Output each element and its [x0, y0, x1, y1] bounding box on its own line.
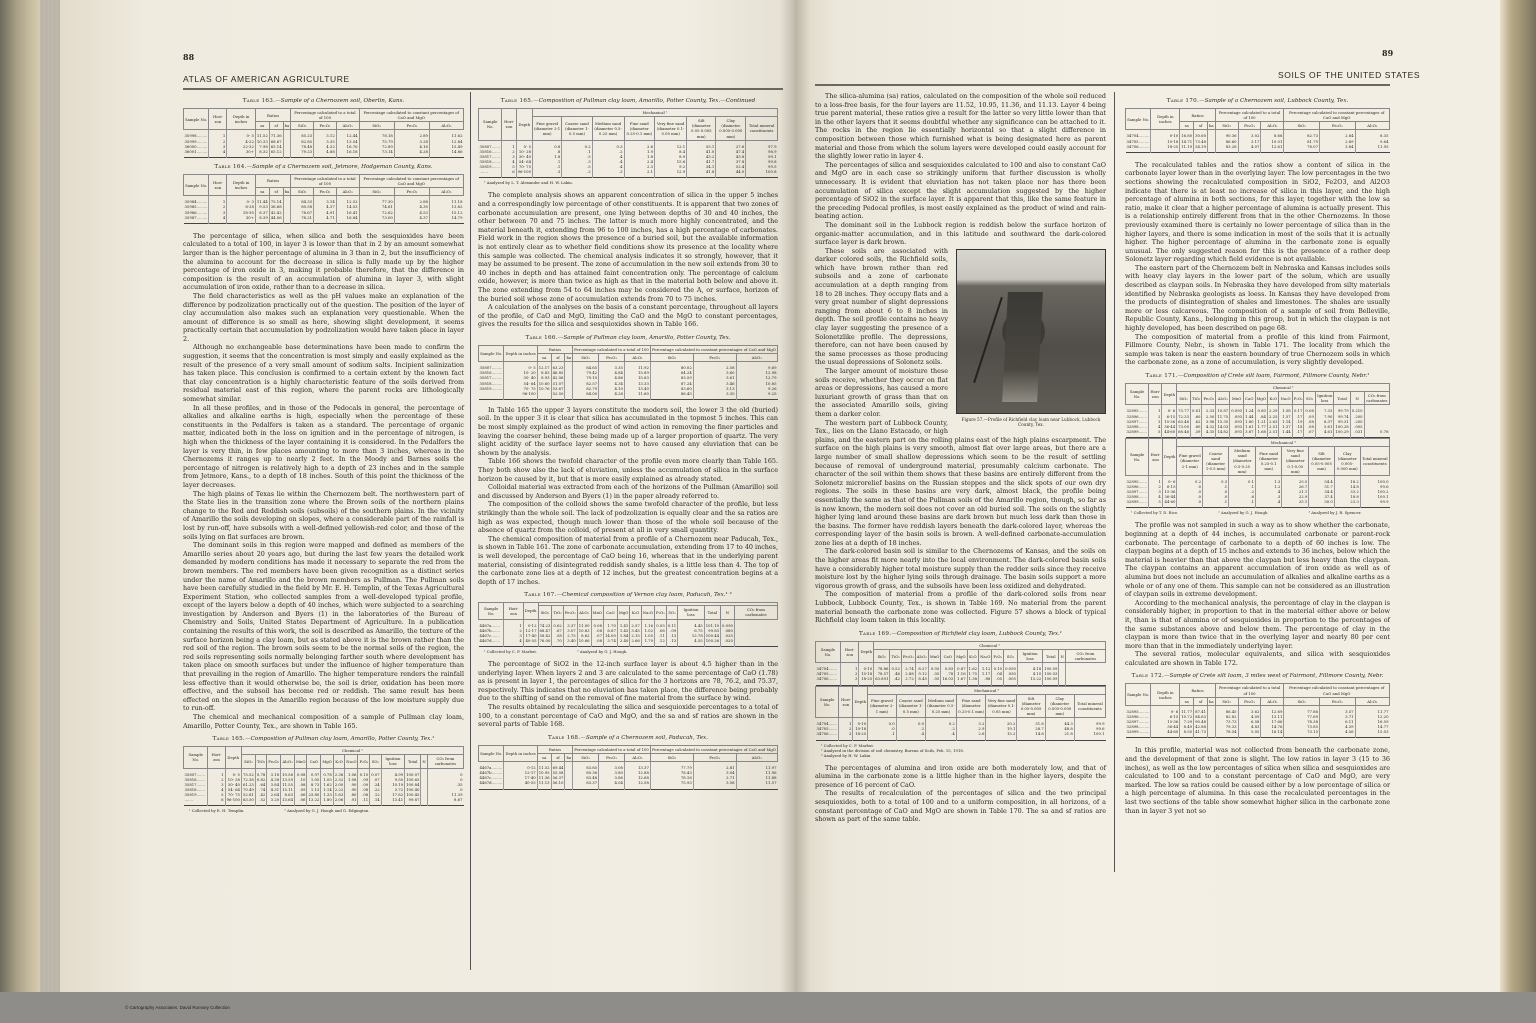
right-column-1 [815, 92, 1115, 872]
paragraph: The high plains of Texas lie within the Chernozem belt. The northwestern part of the State lies in the transition zone where the Brown soils of the northern plains change to the Red and Reddish soils (subsoils) of the southern plains. In the vicinity of Amarillo the soils developing on slopes, where a considerable part of the rainfall is lost by run-off, have subsoils with a well-defined yellowish-red color, and those of the soils lying on flat surfaces are brown. [183, 489, 464, 541]
table-row: 35998......... 1 0- 5 11.52 71.36 85.23 3.12 12.44 78.18 2.89 11.62 [184, 130, 464, 139]
table-row: 35984......... 1 0- 3 11.44 75.14 84.33 3.14 12.52 77.30 2.88 11.18 [184, 196, 464, 205]
right-col2-text-a [1125, 161, 1390, 367]
table-165-cont-title: Table 165.—Composition of Pullman clay loam, Amarillo, Potter County, Tex.—Continued [500, 98, 756, 104]
table-166: Sample No. Depth in inches Ratios Percentage calculated to a total of 100 Percentage calculated to constant percentages of CaO and MgO sa sf ba SiO₂ Fe₂O₃ Al₂O₃ SiO₂ Fe₂O₃ Al₂O₃ 35807......... 0- 5 12.17 63.23 84.65 3.35 11.92 80.02 2.58 9.69 35816......... 10- 20 8.83 46.85 79.42 4.84 15.89 64.24 3.60 12.98 35817......... 30- 40 8.93 42.06 79.10 4.86 15.83 83.59 3.61 12.79 35818......... 54- 64 10.60 51.07 82.57 4.34 13.33 87.24 3.46 10.85 35819......... 70- 75 10.76 53.67 82.79 4.10 13.40 83.60 3.13 9.26 96-100 52.50 84.00 4.28 11.60 86.45 3.30 9.25 [478, 345, 778, 400]
paragraph: The percentage of silica, when silica and both the sesquioxides have been calculated to a total of 100, in layer 3 is lower than that in 2 by an amount somewhat larger than is the higher percentage of alumina in 3 than in 2, but the insufficiency of the alumina to account for the decrease in silica is fully made up by the higher percentage of iron oxide in 3, making it probable therefore, that the difference in composition is the result of an accumulation of alumina in layer 3, with slight accumulation of iron oxide, rather than to a decrease in silica. [183, 231, 464, 292]
table-row: 35817....... 3 30- 40 61.23 .64 3.84 11.55 .08 8.73 1.62 2.00 .90 .09 .24 10.19 100.84 .35 [184, 781, 463, 787]
table-171-footnotes: ¹ Collected by T. D. Rice. ² Analyzed by G. J. Hough. ³ Analyzed by J. R. Spencer. [1131, 510, 1362, 516]
table-row: 32897......... 15-36 7.29 90.48 73.73 6.58 17.66 78.38 6.11 16.59 [1126, 719, 1389, 725]
paragraph: The complete analysis shows an apparent concentration of silica in the upper 5 inches and a correspondingly low percentage of other constituents. It is apparent that two zones of carbonate accumulation are present, one lying between depths of 30 and 40 inches, the other between 70 and 75 inches. The latter is much more highly concentrated, and the material beneath it, extending from 96 to 100 inches, has a high percentage of carbonates. Field work in the region shows the presence of a buried soil, but the available information is not entirely clear as to whether field conditions show its presence at the locality where this sample was collected. The chemical analysis indicates it so strongly, however, that it may be assumed to be present. The zone of accumulation in the new soil extends from 30 to 40 inches in depth and has attained faint concentration only. The percentage of calcium oxide, however, is more than twice as high as that in the material both below and above it. The zone extending from 54 to 64 inches may be considered the A, or surface, horizon of the buried soil whose zone of accumulation extends from 70 to 75 inches. [478, 191, 778, 303]
table-row: 35816......... 10- 20 8.83 46.85 79.42 4.84 15.89 64.24 3.60 12.98 [479, 370, 777, 376]
paragraph: These soils are associated with darker colored soils, the Richfield soils, which have brown rather than red subsoils and a zone of carbonate accumulation at a depth ranging from 18 to 28 inches. They occupy flats and a very great number of slight depressions ranging from about 6 to 8 inches in depth. The soil profile contains no heavy clay layer suggesting the presence of a Solonetzlike profile. The depressions, therefore, can not have been caused by the same processes as those producing the usual depressions of Solonetz soils. [815, 246, 948, 367]
running-head-left: ATLAS OF AMERICAN AGRICULTURE [183, 74, 350, 84]
right-col1-text-a [815, 92, 1106, 247]
table-170-title: Table 170.—Sample of a Chernozem soil, Lubbock County, Tex. [1166, 98, 1349, 104]
paragraph: The percentages of alumina and iron oxide are both moderately low, and that of alumina in the carbonate zone is a little higher than in the higher layers, despite the presence of 16 percent of CaO. [815, 763, 1106, 789]
table-164-title: Table 164.—Sample of a Chernozem soil, Jetmore, Hodgeman County, Kans. [214, 163, 433, 170]
table-row: 32898....... 4 36-44 .0 .0 .6 .3 22.9 37.4 18.8 100.1 [1126, 494, 1389, 500]
table-row: 32895....... 1 0- 6 73.77 0.61 2.33 10.87 0.093 1.24 0.80 2.29 1.58 0.17 0.06 7.33 99.79 0.210 [1126, 405, 1390, 414]
table-170: Sample No. Depth in inches Ratios Percentage calculated to a total of 100 Percentage calculated to constant percentages of CaO and MgO sa sf ba SiO₂ Fe₂O₃ Al₂O₃ SiO₂ Fe₂O₃ Al₂O₃ 34704......... 0-10 16.80 30.60 90.36 3.02 8.68 82.73 2.84 8.35 34705......... 10-18 14.71 73.48 86.60 3.17 10.01 81.79 2.89 9.64 34706......... 18-25 11.19 54.39 83.28 4.07 12.61 78.07 3.84 11.95 [1125, 108, 1390, 153]
table-169-mechanical: Sample No. Hori-zon Depth Mechanical ³ Fine gravel (diameter 2-1 mm) Coarse sand (diameter 1-0.5 mm) Medium sand (diameter 0.5-0.25 mm) Fine sand (diameter 0.25-0.1 mm) Very fine sand (diameter 0.1-0.05 mm) Silt (diameter 0.05-0.005 mm) Clay (diameter 0.005-0.000 mm) Total mineral constituents 34704....... 1 0-10 0.0 0.0 0.2 3.2 20.2 31.6 44.3 99.9 34705....... 2 10-18 .0 .2 .2 2.9 19.1 28.7 48.8 99.6 34706....... 3 18-25 .1 .4 .4 2.6 15.2 14.6 21.8 100.1 [815, 686, 1106, 741]
table-row: 34704......... 0-10 16.80 30.60 90.36 3.02 8.68 82.73 2.84 8.35 [1126, 130, 1390, 139]
table-169-footnotes: ¹ Collected by C. F. Marbut. ² Analyzed in the division of soil chemistry, Bureau of Soils, Feb. 15, 1918. ³ Analyzed by H. W. Lakin. [821, 742, 964, 758]
paragraph: The western part of Lubbock County, Tex., lies on the Llano Estacado, or high plains, and the eastern part on the rolling plains east of the high plains escarpment. The surface on the high plains is very smooth, almost flat over large areas, but there are a large number of small shallow depressions which seem to be the result of settling because of removal of underground material, presumably calcium carbonate. The character of the soil within them shows that these basins are entirely different from the Solonetz microrelief basins on the Russian steppes and the slick spots of our own dry regions. The soils in these basins are very dark, almost black, the profile being essentially the same as that of the Pullman soils of the Amarillo region, though, so far as is now known, the modern soil does not cover an old buried soil. The soils on the slightly higher lying land around these basins are dark brown but much less dark than those in the basins. The former have reddish layers beneath the dark-colored layer, whereas the corresponding layer of the basin soils is brown. A well-defined carbonate-accumulation zone lies at a depth of 18 inches. [815, 418, 1106, 547]
paragraph: The composition of the colloid shows the same twofold character of the profile, but less strikingly than the whole soil. The lack of podzolization is equally clear and the sa ratios are high as was expected, though much lower than those of the whole soil because of the absence of quartz from the colloid, of present at all in very small quantity. [478, 500, 778, 535]
paragraph: The recalculated tables and the ratios show a content of silica in the carbonate layer lower than in the overlying layer. The low percentages in the two sections showing the recalculated composition in SiO2, Fe2O3, and Al2O3 indicate that there is at least no increase of silica in this layer, and the high percentage of alumina in both sections, for this layer, together with the low sa ratio, make it clear that a higher percentage of alumina is actually present. This is a relationship entirely different from that in the other Chernozems. In those previously examined there is certainly no lower percentage of silica than in the higher layers, and there is some indication in most of the soils that it is actually higher. The higher percentage of alumina in the carbonate zone is equally unusual. The only suggested reason for this is the presence of a rather deep Solonetz layer regarding which field evidence is not available. [1125, 160, 1390, 264]
table-row: 35999......... 2 4-22 10.33 68.67 82.85 3.35 13.54 75.79 3.28 12.84 [184, 138, 463, 144]
left-body-text [183, 232, 464, 730]
paragraph: In this profile, material was not collected from beneath the carbonate zone, and the development of that zone is slight. The low ratios in layer 3 (15 to 36 inches), as well as the low percentages of silica when silica and sesquioxides are calculated to 100 and to a constant percentage of CaO and MgO, are very marked. The low sa ratios could be caused either by a low percentage of silica or a high percentage of alumina. In this case the recalculated percentages in the last two sections of the table show somewhat higher silica in the carbonate zone than in layer 3 yet not so [1125, 746, 1390, 815]
table-165-title: Table 165.—Composition of Pullman clay loam, Amarillo, Potter County, Tex.¹ [212, 736, 435, 743]
table-row: 35818....... 4 54- 64 .1 .3 .4 2.4 15.6 41.7 37.8 99.8 [479, 159, 777, 164]
table-171-title: Table 171.—Composition of Crete silt loam, Fairmont, Fillmore County, Nebr.¹ [1145, 373, 1370, 379]
paragraph: The percentage of SiO2 in the 12-inch surface layer is about 4.5 higher than in the underlying layer. When layers 2 and 3 are calculated to the same percentage of CaO (1.78) as is present in layer 1, the percentages of silica for the 3 horizons are 78, 76.2, and 75.37, respectively. This indicates that no eluviation has taken place, the difference being probably due to the shifting of sand on the removal of fine material from the surface by wind. [478, 660, 778, 703]
paragraph: The dominant soils in this region were mapped and defined as members of the Amarillo series about 20 years ago, but during the last few years the detailed work demanded by modern conditions has made it necessary to separate the red from the brown members. The red members have been given recognition as a distinct series under the name of Amarillo and the brown members as Pullman. The Pullman soils have been carefully studied in the field by Mr. E. H. Templin, of the Texas Agricultural Experiment Station, who collected samples from a well-developed typical profile, except of the layers below a depth of 40 inches, which were subjected to a searching investigation by Anderson and Byers (1) in the laboratories of the Bureau of Chemistry and Soils, United States Department of Agriculture. In a publication containing the results of this work, the soil is described as Amarillo, the texture of the surface horizon being a clay loam, but as stated above it is the brown rather than the red soil of the region. The brown soils seem to be the normal soils of the region, the red soils representing soils normally belonging farther south where development has taken place on smooth surfaces but under the influence of higher temperature than that prevailing in the region of Amarillo. The higher temperature renders the rainfall less effective than it would otherwise be, the soil is drier, oxidation has been more effective, and the subsoil has become red or reddish. The same result has been effected on the slopes in the Amarillo region because of the low moisture supply due to run-off. [183, 541, 464, 713]
page-number-left: 88 [183, 52, 195, 62]
table-row: 35816....... 2 10- 28 .8 .1 .2 1.9 8.4 41.0 47.4 98.9 [479, 148, 777, 154]
table-row: 32898......... 36-44 8.49 42.88 79.33 4.83 14.76 73.85 4.39 14.77 [1126, 724, 1389, 730]
collection-credit: © Cartography Associates. David Rumsey Collection [125, 1005, 230, 1010]
table-row: 35818......... 54- 64 10.60 51.07 82.57 4.34 13.33 87.24 3.46 10.85 [479, 380, 777, 386]
paragraph: Table 166 shows the twofold character of the profile even more clearly than Table 165. They both show also the lack of eluviation, unless the accumulation of silica in the surface horizon be caused by it, but that is more easily explained as already stated. [478, 457, 778, 483]
paragraph: The eastern part of the Chernozem belt in Nebraska and Kansas includes soils with heavy clay layers in the lower part of the solum, which are usually described as claypan soils. In Nebraska they have developed from silty materials identified by Nebraska geologists as loess. In Kansas they have developed from the products of disintegration of shales and limestones. The shales are usually more or less calcareous. The composition of a sample of soil from Belleville, Republic County, Kans., belonging in this group, but in which the claypan is not highly developed, has been described on page 68. [1125, 263, 1390, 333]
table-row: 34706....... 3 18-25 .1 .4 .4 2.6 15.2 14.6 21.8 100.1 [816, 731, 1106, 740]
paragraph: The results obtained by recalculating the silica and sesquioxide percentages to a total of 100, to a constant percentage of CaO and MgO, and the sa and sf ratios are shown in the several parts of Table 168. [478, 703, 778, 729]
right-col2-text-c [1125, 746, 1390, 815]
paragraph: The several ratios, molecular equivalents, and silica with sesquioxides calculated are shown in Table 172. [1125, 650, 1390, 667]
table-row: 32895....... 1 0- 6 0.2 0.3 0.1 1.3 25.5 54.4 18.2 100.0 [1126, 475, 1390, 484]
right-col2-text-b [1125, 521, 1390, 667]
book-gutter [780, 0, 810, 992]
left-col2-text-a [478, 191, 778, 329]
paragraph: The chemical and mechanical composition of a sample of Pullman clay loam, Amarillo, Potter County, Tex., are shown in Table 165. [183, 713, 464, 730]
table-row: 4467a....... 1 0-12 74.23 0.62 3.37 11.00 0.08 1.70 1.41 2.57 1.16 0.05 0.11 4.45 101.10 0.090 [479, 619, 778, 628]
table-row: 35807......... 0- 5 12.17 63.23 84.65 3.35 11.92 80.02 2.58 9.69 [479, 362, 778, 371]
scan-background [0, 992, 1536, 1023]
table-row: 32898....... 4 36-44 73.00 .60 4.32 14.03 .093 1.61 1.77 2.51 1.37 .18 .08 5.61 100.28 .005 [1126, 424, 1390, 429]
paragraph: The field characteristics as well as the pH values make an explanation of the difference by podzolization practically out of the question. The position of the layer of clay accumulation also makes such an explanation very questionable. When the amount of difference is so small as here, showing slight development, it seems practically certain that accumulation by podzolization would have taken place in layer 2. [183, 291, 464, 343]
table-169-chemical: Sample No. Hori-zon Depth Chemical ² SiO₂ TiO₂ Fe₂O₃ Al₂O₃ MnO CaO MgO K₂O Na₂O P₂O₅ SO₃ Ignition loss Total N CO₂ from carbonates 34704....... 1 0-10 78.86 0.52 2.74 8.27 0.05 0.83 0.87 1.62 1.12 0.10 0.050 4.18 100.09 34705....... 2 10-18 78.57 .46 2.88 9.12 .05 .78 1.16 1.75 1.17 .04 .050 4.10 100.03 34706....... 3 18-25 63.891 .42 2.72 8.45 .05 16.03 1.67 1.38 .88 .05 .005 15.22 100.09 [815, 641, 1106, 686]
table-167-title: Table 167.—Chemical composition of Vernon clay loam, Paducah, Tex.¹ ² [524, 592, 732, 599]
table-163-title: Table 163.—Sample of a Chernozem soil, Oberlin, Kans. [242, 98, 405, 104]
table-172: Sample No. Depth in inches Ratios Percentage calculated to a total of 100 Percentage calculated to constant percentages of CaO and MgO sa sf ba SiO₂ Fe₂O₃ Al₂O₃ SiO₂ Fe₂O₃ Al₂O₃ 32895......... 0- 6 11.77 87.41 86.45 3.62 12.69 77.86 3.57 11.77 32896......... 6-15 10.72 84.63 82.82 4.09 13.11 77.69 3.71 12.20 32897......... 15-36 7.29 90.48 73.73 6.58 17.66 78.38 6.11 16.59 32898......... 36-44 8.49 42.88 79.33 4.83 14.76 73.85 4.39 14.77 32899......... 44-60 8.50 41.73 78.54 5.05 16.14 73.15 4.56 15.03 [1125, 683, 1390, 738]
paragraph: The composition of material from a profile of the dark-colored soils from near Lubbock, Lubbock County, Tex., is shown in Table 169. No material from the parent material beneath the carbonate zone was collected. Figure 57 shows a block of typical Richfield clay loam taken in this locality. [815, 590, 1106, 625]
table-row: 34705....... 2 10-18 78.57 .46 2.88 9.12 .05 .78 1.16 1.75 1.17 .04 .050 4.10 100.03 [816, 671, 1106, 676]
table-row: 4467c....... 3 17-40 58.42 .58 2.75 8.62 .07 14.00 1.84 2.15 1.05 .11 .13 12.78 100.44 .020 [479, 633, 778, 638]
table-row: 32896....... 2 6-15 .0 .1 .1 1.2 26.7 51.7 14.8 99.6 [1126, 483, 1389, 489]
left-col2-text-c [478, 660, 778, 729]
left-col2-text-b [478, 406, 778, 586]
paragraph: The dark-colored basin soil is similar to the Chernozems of Kansas, and the soils on the higher areas fit more nearly into the local environment. The dark-colored basin soils have a considerably higher total moisture supply than the redder soils since they receive moisture lost by the higher lying soils through drainage. The basin soils support a more vigorous growth of grass, and the subsoils have been less oxidized and dehydrated. [815, 547, 1106, 590]
paragraph: Colloidal material was extracted from each of the horizons of the Pullman (Amarillo) soil and discussed by Anderson and Byers (1) in the paper already referred to. [478, 483, 778, 500]
running-head-right: SOILS OF THE UNITED STATES [1278, 70, 1421, 80]
table-row: 35819....... 5 70- 75 52.81 .42 2.64 8.63 .06 23.80 1.33 1.63 .80 .08 .12 17.82 100.45 11.39 [184, 792, 463, 798]
table-171-chemical: Sample No. Hori-zon Depth Chemical ² SiO₂ TiO₂ Fe₂O₃ Al₂O₃ MnO CaO MgO K₂O Na₂O P₂O₅ SO₃ Ignition loss Total N CO₂ from carbonates 32895....... 1 0- 6 73.77 0.61 2.33 10.87 0.093 1.24 0.80 2.29 1.58 0.17 0.06 7.33 99.79 0.210 32896....... 2 6-15 72.33 .60 2.50 11.75 .093 1.44 .84 2.25 1.57 .17 .09 7.90 99.74 .200 32897....... 3 15-36 63.46 .62 3.96 15.35 .093 1.80 1.21 2.63 1.14 .19 .08 8.37 99.31 .200 32898....... 4 36-44 73.00 .60 4.32 14.03 .093 1.61 1.77 2.51 1.37 .18 .08 5.61 100.28 .005 32899....... 5 44-60 68.46 .39 4.35 14.82 .093 3.67 1.68 2.51 1.44 .17 .07 4.61 100.29 .031 0.78 [1125, 383, 1390, 438]
table-row: 32897....... 3 15-36 .0 .0 .2 .4 21.1 34.4 33.2 100.2 [1126, 489, 1389, 494]
paragraph: In all these profiles, and in those of the Pedocals in general, the percentage of alkalies and alkaline earths is high, especially when the percentage of these constituents in the Pedalfers is taken as a standard. The percentage of organic matter, indicated both in the loss on ignition and in the percentage of nitrogen, is high when the thickness of the layer containing it is considered. In the Pedalfers the layer is very thin, in few places amounting to more than 3 inches, whereas in the Chernozems it ranges up to nearly 2 feet. In the Moody and Barnes soils the percentage of nitrogen is relatively high to a depth of 23 inches and in the sample from Jetmore, Kans., to a depth of 18 inches. South of this point the thickness of the layer decreases. [183, 403, 464, 489]
table-167: Sample No. Hori-zon Depth SiO₂ TiO₂ Fe₂O₃ Al₂O₃ MnO CaO MgO K₂O Na₂O P₂O₅ SO₃ Ignition loss Total N CO₂ from carbonates 4467a....... 1 0-12 74.23 0.62 3.37 11.00 0.08 1.70 1.41 2.57 1.16 0.05 0.11 4.45 101.10 0.090 4467b....... 2 12-17 68.47 .67 3.07 10.63 .08 6.67 1.43 3.45 1.02 .06 .09 6.75 99.83 .080 4467c....... 3 17-40 58.42 .58 2.75 8.62 .07 14.00 1.84 2.15 1.05 .11 .13 12.78 100.44 .020 4467d....... 4 40-55 76.00 .70 3.40 10.66 .08 3.74 2.40 2.66 1.79 .12 .13 4.55 100.26 .020 [478, 602, 778, 647]
table-row: 32895......... 0- 6 11.77 87.41 86.45 3.62 12.69 77.86 3.57 11.77 [1126, 705, 1390, 714]
table-166-title: Table 166.—Sample of Pullman clay loam, Amarillo, Potter County, Tex. [525, 334, 731, 341]
soil-profile-photo [956, 249, 1106, 414]
right-column-2 [1125, 92, 1390, 815]
table-row: 32896......... 6-15 10.72 84.63 82.82 4.09 13.11 77.69 3.71 12.20 [1126, 713, 1389, 719]
table-row: 35987......... 4 30+ 8.39 44.06 78.21 4.71 16.84 73.00 4.37 14.79 [184, 215, 464, 224]
left-column-2 [478, 92, 778, 790]
paragraph: The larger amount of moisture these soils receive, whether they occur on flat areas or depressions, has caused a more luxuriant growth of grass than that on the associated Amarillo soils, giving them a darker color. [815, 367, 948, 418]
paragraph: The composition of material from a profile of this kind from Fairmont, Fillmore County, Nebr., is shown in Table 171. The locality from which the sample was taken is near the eastern boundary of true Chernozem soils in which the carbonate zone, as a zone of accumulation, is very slightly developed. [1125, 332, 1390, 367]
table-row: 32896....... 2 6-15 72.33 .60 2.50 11.75 .093 1.44 .84 2.25 1.57 .17 .09 7.90 99.74 .200 [1126, 414, 1390, 419]
left-column-1 [183, 92, 471, 970]
paragraph: In Table 165 the upper 3 layers constitute the modern soil, the lower 3 the old (buried) soil. In the upper 3 it is clear that silica has accumulated in the topmost 5 inches. This can be most simply explained as the product of wind action in removing the finer particles and leaving the coarser behind, these being made up of a larger proportion of quartz. The very slight acidity of the surface layer seems not to have caused any eluviation that can be shown by the analysis. [478, 405, 778, 457]
book-cover-right [1500, 0, 1536, 1000]
table-row: 4467d......... 40-55 11.13 56.10 83.37 4.04 12.58 75.93 3.58 11.57 [479, 780, 778, 789]
paragraph: The chemical composition of material from a profile of a Chernozem near Paducah, Tex., is shown in Table 161. The zone of carbonate accumulation, extending from 17 to 40 inches, is well developed, the percentage of CaO being 16, whereas that in the underlying parent material, consisting of disintegrated reddish sandy shales, is a little less than 4. The top of the carbonate zone lies at a depth of 12 inches, but the greatest concentration begins at a depth of 17 inches. [478, 534, 778, 586]
figure-57 [956, 249, 1106, 427]
table-row: 4467c......... 17-40 11.36 56.37 83.48 3.86 12.68 78.16 2.71 11.88 [479, 775, 777, 781]
table-row: 35807....... 1 0- 5 0.8 0.2 0.3 2.6 12.1 55.1 27.6 97.9 [479, 140, 778, 149]
paragraph: The profile was not sampled in such a way as to show whether the carbonate, beginning at a depth of 44 inches, is accumulated carbonate or parent-rock carbonate. The percentage of carbonate to a depth of 60 inches is low. The claypan begins at a depth of 15 inches and extends to 36 inches, below which the material is heavier than that above the claypan but less heavy than the claypan. The claypan contains an apparent accumulation of iron oxide as well as of alumina but does not include an accumulation of alkalies and alkaline earths as a whole or of any one of them. This sample can not be considered as an illustration of claypan soils in extreme development. [1125, 521, 1390, 599]
table-row: ....... 6 96-100 .3 .2 .3 2.1 12.9 41.8 44.0 100.8 [479, 169, 778, 178]
table-row: 35817......... 30- 40 8.93 42.06 79.10 4.86 15.83 83.59 3.61 12.79 [479, 375, 777, 381]
table-row: 34704....... 1 0-10 78.86 0.52 2.74 8.27 0.05 0.83 0.87 1.62 1.12 0.10 0.050 4.18 100.09 [816, 663, 1106, 672]
table-171-mechanical: Sample No. Hori-zon Depth Mechanical ³ Fine gravel (diameter 2-1 mm) Coarse sand (diameter 1-0.5 mm) Medium sand (diameter 0.5-0.25 mm) Fine sand (diameter 0.25-0.1 mm) Very fine sand (diameter 0.1-0.05 mm) Silt (diameter 0.05-0.005 mm) Clay (diameter 0.005-0.000 mm) Total mineral constituents 32895....... 1 0- 6 0.2 0.3 0.1 1.3 25.5 54.4 18.2 100.0 32896....... 2 6-15 .0 .1 .1 1.2 26.7 51.7 14.8 99.6 32897....... 3 15-36 .0 .0 .2 .4 21.1 34.4 33.2 100.2 32898....... 4 36-44 .0 .0 .6 .3 22.9 37.4 18.8 100.1 32899....... 5 44-60 .0 .1 .1 .4 25.1 50.0 23.3 99.9 [1125, 438, 1390, 508]
paragraph: The results of recalculation of the percentages of silica and the two principal sesquioxides, both to a total of 100 and to a uniform composition, in all horizons, of a constant percentage of CaO and MgO are shown in Table 170. The sa and sf ratios are shown as part of the same table. [815, 789, 1106, 824]
table-row: 34706......... 18-25 11.19 54.39 83.28 4.07 12.61 78.07 3.84 11.95 [1126, 144, 1390, 153]
table-row: 34705......... 10-18 14.71 73.48 86.60 3.17 10.01 81.79 2.89 9.64 [1126, 138, 1389, 144]
paragraph: According to the mechanical analysis, the percentage of clay in the claypan is considerably higher, in proportion to that in the material either above or below it, than is that of alumina or of sesquioxides in proportion to the percentages of the same substances above and below them. The percentage of clay in the claypan is more than twice that in the overlying layer and nearly 80 per cent more than that in the immediately underlying layer. [1125, 598, 1390, 650]
table-168-title: Table 168.—Sample of a Chernozem soil, Paducah, Tex. [548, 734, 708, 741]
table-165-cont-footnote: ¹ Analyzed by L. T. Alexander and H. W. Lakin. [484, 180, 573, 186]
book-cover-left [0, 0, 40, 1000]
table-row: 35818....... 4 54- 64 70.49 .74 4.31 15.11 .09 1.13 1.14 2.22 .90 .08 .22 3.72 100.40 0 [184, 786, 463, 792]
table-164: Sample No. Hori-zon Depth in inches Ratios Percentage calculated to a total of 100 Percentage calculated to constant percentages of CaO and MgO sa sf ba SiO₂ Fe₂O₃ Al₂O₃ SiO₂ Fe₂O₃ Al₂O₃ 35984......... 1 0- 3 11.44 75.14 84.33 3.14 12.52 77.30 2.88 11.18 35985......... 2 8-28 9.53 36.68 80.58 4.37 14.53 74.61 4.30 13.82 35986......... 3 18-30 8.37 42.42 78.67 4.91 16.41 72.62 4.53 15.12 35987......... 4 30+ 8.39 44.06 78.21 4.71 16.84 73.00 4.37 14.79 [183, 174, 464, 224]
table-row: 35807....... 1 0- 5 75.52 0.78 3.18 10.56 0.08 0.97 0.78 2.36 1.06 0.10 0.07 4.99 100.07 0 [184, 768, 464, 777]
table-row: 4467a......... 0-12 11.52 69.44 83.85 3.08 13.37 77.79 2.81 11.97 [479, 762, 778, 771]
page-number-right: 89 [1382, 48, 1394, 58]
table-row: 4467b....... 2 12-17 68.47 .67 3.07 10.63 .08 6.67 1.43 3.45 1.02 .06 .09 6.75 99.83 .080 [479, 628, 778, 633]
table-row: 35816....... 2 10- 28 72.38 0.82 4.38 13.59 .10 1.05 1.05 2.32 1.08 .09 .07 9.50 100.65 0 [184, 776, 463, 782]
table-row: 32899....... 5 44-60 68.46 .39 4.35 14.82 .093 3.67 1.68 2.51 1.44 .17 .07 4.61 100.29 .031 0.78 [1126, 429, 1390, 438]
table-163: Sample No. Hori-zon Depth in inches Ratios Percentage calculated to a total of 100 Percentage calculated to constant percentages of CaO and MgO sa sf ba SiO₂ Fe₂O₃ Al₂O₃ SiO₂ Fe₂O₃ Al₂O₃ 35998......... 1 0- 5 11.52 71.36 85.23 3.12 12.44 78.18 2.89 11.62 35999......... 2 4-22 10.33 68.67 82.85 3.35 13.54 75.79 3.28 12.84 36000......... 3 22-32 7.98 65.14 78.48 4.32 16.76 72.89 4.16 15.49 36001......... 4 30+ 8.32 65.12 79.23 4.88 16.18 73.14 4.28 14.86 [183, 108, 464, 158]
table-row: 36001......... 4 30+ 8.32 65.12 79.23 4.88 16.18 73.14 4.28 14.86 [184, 149, 464, 158]
paragraph: The percentages of silica and sesquioxides calculated to 100 and also to constant CaO and MgO are in each case so strikingly uniform that further discussion is wholly unnecessary. It is evident that eluviation has not taken place nor has there been accumulation of silica except the slight accumulation suggested by the higher percentage of SiO2 in the surface layer. It is apparent that this, like the same feature in the preceding Pedocal profiles, is most easily explained as the product of wind and rain-beating action. [815, 160, 1106, 221]
table-165-footnotes: ¹ Collected by E. H. Templin. ² Analyzed by G. J. Hough and G. Edgington. [189, 808, 370, 814]
table-row: 35819......... 70- 75 10.76 53.67 82.79 4.10 13.40 83.60 3.13 9.26 [479, 385, 777, 391]
table-row: 34706....... 3 18-25 63.891 .42 2.72 8.45 .05 16.03 1.67 1.38 .88 .05 .005 15.22 100.09 [816, 676, 1106, 685]
table-168: Sample No. Depth in inches Ratios Percentage calculated to a total of 100 Percentage calculated to constant percentages of CaO and MgO sa sf ba SiO₂ Fe₂O₃ Al₂O₃ SiO₂ Fe₂O₃ Al₂O₃ 4467a......... 0-12 11.52 69.44 83.85 3.08 13.37 77.79 2.81 11.97 4467b......... 12-17 10.95 55.58 80.36 3.80 12.88 78.43 3.04 11.96 4467c......... 17-40 11.36 56.37 83.48 3.86 12.68 78.16 2.71 11.88 4467d......... 40-55 11.13 56.10 83.37 4.04 12.58 75.93 3.58 11.57 [478, 745, 778, 790]
table-row: 36000......... 3 22-32 7.98 65.14 78.48 4.32 16.76 72.89 4.16 15.49 [184, 143, 463, 149]
header-rule-right [815, 84, 1390, 86]
right-col1-text-b [815, 764, 1106, 824]
table-row: 32899......... 44-60 8.50 41.73 78.54 5.05 16.14 73.15 4.56 15.03 [1126, 729, 1390, 738]
table-165-mechanical: Sample No. Hori-zon Depth Mechanical ¹ Fine gravel (diameter 2-1 mm) Coarse sand (diameter 1-0.5 mm) Medium sand (diameter 0.5-0.25 mm) Fine sand (diameter 0.25-0.1 mm) Very fine sand (diameter 0.1-0.05 mm) Silt (diameter 0.05-0.005 mm) Clay (diameter 0.005-0.000 mm) Total mineral constituents 35807....... 1 0- 5 0.8 0.2 0.3 2.6 12.1 55.1 27.6 97.9 35816....... 2 10- 28 .8 .1 .2 1.9 8.4 41.0 47.4 98.9 35817....... 3 30- 40 1.8 .5 .4 1.8 8.9 43.2 43.8 99.1 35818....... 4 54- 64 .1 .3 .4 2.4 15.6 41.7 37.8 99.8 35819....... 5 70- 75 .1 .5 .4 2.3 9.2 34.1 52.4 99.5 ....... 6 96-100 .3 .2 .3 2.1 12.9 41.8 44.0 100.8 [478, 108, 778, 178]
table-row: 32899....... 5 44-60 .0 .1 .1 .4 25.1 50.0 23.3 99.9 [1126, 499, 1390, 508]
table-row: 34704....... 1 0-10 0.0 0.0 0.2 3.2 20.2 31.6 44.3 99.9 [816, 718, 1106, 727]
table-row: ....... 6 96-100 63.50 .52 3.20 13.64 .06 13.22 1.80 2.06 .91 .11 .14 13.41 99.87 8.67 [184, 797, 464, 806]
table-167-footnotes: ¹ Collected by C. F. Marbut. ² Analyzed by G. J. Hough. [484, 649, 628, 655]
table-row: 4467b......... 12-17 10.95 55.58 80.36 3.80 12.88 78.43 3.04 11.96 [479, 770, 777, 776]
figure-57-caption: Figure 57.—Profile of Richfield clay loam near Lubbock, Lubbock County, Tex. [961, 416, 1101, 427]
table-row: 35986......... 3 18-30 8.37 42.42 78.67 4.91 16.41 72.62 4.53 15.12 [184, 209, 463, 215]
table-row: 34705....... 2 10-18 .0 .2 .2 2.9 19.1 28.7 48.8 99.6 [816, 726, 1105, 732]
paragraph: A calculation of the analyses on the basis of a constant percentage, throughout all layers of the profile, of CaO and MgO, limiting the CaO and the MgO to constant percentages, gives the results for the silica and sesquioxides shown in Table 166. [478, 303, 778, 329]
table-row: 35819....... 5 70- 75 .1 .5 .4 2.3 9.2 34.1 52.4 99.5 [479, 164, 777, 170]
table-row: 32897....... 3 15-36 63.46 .62 3.96 15.35 .093 1.80 1.21 2.63 1.14 .19 .08 8.37 99.31 .200 [1126, 419, 1390, 424]
table-165-chemical: Sample No. Hori-zon Depth Chemical ² SiO₂ TiO₂ Fe₂O₃ Al₂O₃ MnO CaO MgO K₂O Na₂O P₂O₅ SO₃ Ignition loss Total N CO₂ from carbonates 35807....... 1 0- 5 75.52 0.78 3.18 10.56 0.08 0.97 0.78 2.36 1.06 0.10 0.07 4.99 100.07 0 35816....... 2 10- 28 72.38 0.82 4.38 13.59 .10 1.05 1.05 2.32 1.08 .09 .07 9.50 100.65 0 35817....... 3 30- 40 61.23 .64 3.84 11.55 .08 8.73 1.62 2.00 .90 .09 .24 10.19 100.84 .35 35818....... 4 54- 64 70.49 .74 4.31 15.11 .09 1.13 1.14 2.22 .90 .08 .22 3.72 100.40 0 35819....... 5 70- 75 52.81 .42 2.64 8.63 .06 23.80 1.33 1.63 .80 .08 .12 17.82 100.45 11.39 ....... 6 96-100 63.50 .52 3.20 13.64 .06 13.22 1.80 2.06 .91 .11 .14 13.41 99.87 8.67 [183, 746, 464, 806]
table-row: 4467d....... 4 40-55 76.00 .70 3.40 10.66 .08 3.74 2.40 2.66 1.79 .12 .13 4.55 100.26 .020 [479, 638, 778, 647]
paragraph: The dominant soil in the Lubbock region is reddish below the surface horizon of organic-matter accumulation, and in this latitude and southward the dark-colored surface layer is dark brown. [815, 220, 1106, 247]
table-row: 35985......... 2 8-28 9.53 36.68 80.58 4.37 14.53 74.61 4.30 13.82 [184, 204, 463, 210]
paragraph: The silica-alumina (sa) ratios, calculated on the composition of the whole soil reduced to a loss-free basis, for the four layers are 11.52, 10.95, 11.36, and 11.13. Layer 4 being true parent material, these ratios give a result for the latter so very little lower than that in the other layers that it seems doubtful whether any significance can be attached to it. The rocks in the region lie essentially horizontal so that a slight difference in composition between those which furnished what is being designated here as parent material and those from which the solum layers were developed could easily account for the slightly lower ratio in layer 4. [815, 92, 1106, 161]
table-row: 96-100 52.50 84.00 4.28 11.60 86.45 3.30 9.25 [479, 391, 778, 400]
paragraph: Although no exchangeable base determinations have been made to confirm the suggestion, it seems that the concentration is most simply and easily explained as the result of the presence of a very small amount of sodium salts. Incipient salinization has taken place. This conclusion is confirmed to a certain extent by the known fact that clay concentration is a highly characteristic feature of the soils derived from residual material east of this region, where the parent rocks are lithologically somewhat similar. [183, 343, 464, 404]
header-rule-left [183, 88, 783, 90]
table-169-title: Table 169.—Composition of Richfield clay loam, Lubbock County, Tex.¹ [858, 630, 1062, 637]
table-row: 35817....... 3 30- 40 1.8 .5 .4 1.8 8.9 43.2 43.8 99.1 [479, 153, 777, 159]
table-172-title: Table 172.—Sample of Crete silt loam, 3 miles west of Fairmont, Fillmore County, Nebr. [1131, 673, 1384, 680]
